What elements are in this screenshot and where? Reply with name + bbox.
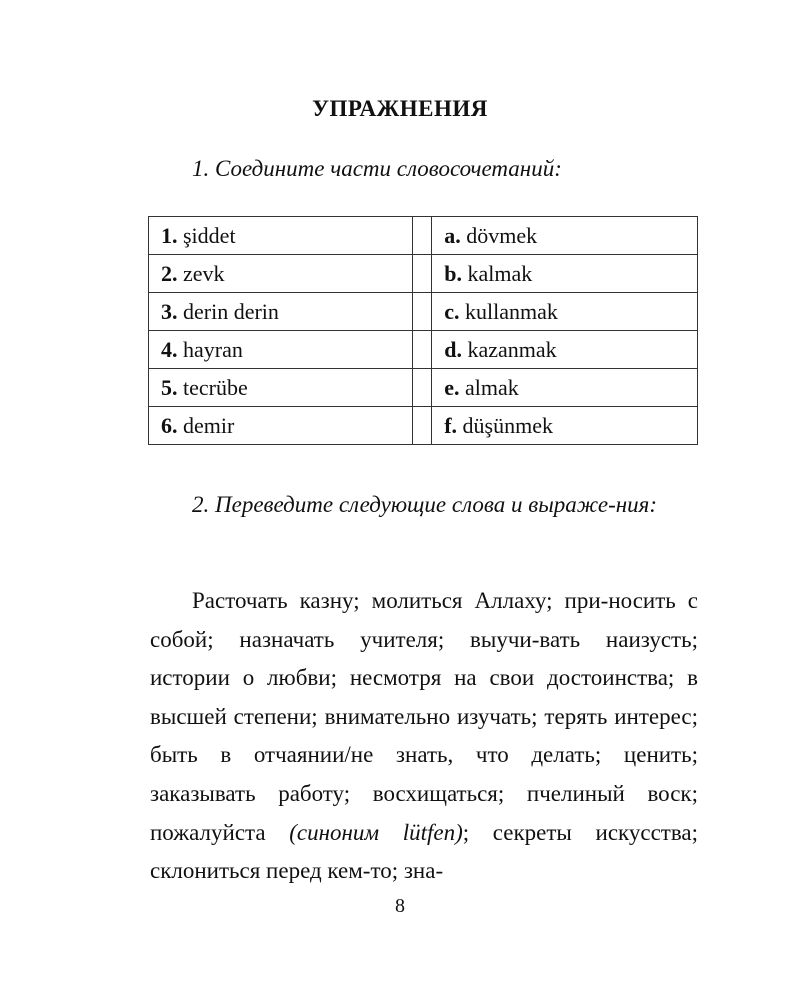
right-letter: a. [444,222,461,248]
right-word: dövmek [466,222,538,248]
right-letter: d. [444,336,462,362]
left-number: 2. [161,260,178,286]
right-cell [432,407,698,445]
right-cell [432,217,698,255]
right-word: kazanmak [467,336,557,362]
left-cell [149,407,413,445]
left-word: derin derin [183,298,279,324]
left-word: şiddet [183,222,236,248]
left-cell [149,255,413,293]
table-row [149,255,698,293]
right-letter: c. [444,298,460,324]
right-word: kalmak [467,260,533,286]
answer-cell [412,293,431,331]
left-number: 4. [161,336,178,362]
exercise-2-text-italic: (синоним lütfen) [289,819,463,845]
answer-cell [412,331,431,369]
answer-cell [412,255,431,293]
right-cell [432,293,698,331]
left-cell [149,217,413,255]
matching-table-body [149,217,698,445]
exercise-2-heading: 2. Переведите следующие слова и выраже-ния: [192,492,657,517]
table-row [149,407,698,445]
left-word: demir [183,412,235,438]
left-number: 3. [161,298,178,324]
left-cell [149,293,413,331]
exercise-2-text-part: ; секреты искусства; склониться перед кем-то; зна- [150,819,699,884]
left-word: zevk [183,260,225,286]
right-cell [432,369,698,407]
right-letter: e. [444,374,460,400]
right-cell [432,255,698,293]
left-word: tecrübe [183,374,248,400]
right-letter: f. [444,412,458,438]
table-row [149,217,698,255]
answer-cell [412,217,431,255]
table-row [149,293,698,331]
right-word: kullanmak [464,298,558,324]
page-title: УПРАЖНЕНИЯ [312,96,488,121]
left-word: hayran [183,336,243,362]
left-number: 6. [161,412,178,438]
matching-table [148,216,698,445]
left-number: 1. [161,222,178,248]
table-row [149,369,698,407]
left-number: 5. [161,374,178,400]
page-number: 8 [395,895,405,917]
answer-cell [412,369,431,407]
exercise-2-text [150,582,698,891]
left-cell [149,331,413,369]
right-word: almak [464,374,519,400]
answer-cell [412,407,431,445]
right-letter: b. [444,260,462,286]
exercise-2-text-part: Расточать казну; молиться Аллаху; при-носить с собой; назначать учителя; выучи-вать наизусть; истории о любви; несмотря на свои достоинства; в высшей степени; внимательно изучать; терять интерес; быть в отчаянии/не знать, что делать; ценить; заказывать работу; восхищаться; пчелиный воск; пожалуйста [150,588,698,845]
left-cell [149,369,413,407]
right-word: düşünmek [462,412,553,438]
exercise-1-heading: 1. Соедините части словосочетаний: [192,156,562,181]
right-cell [432,331,698,369]
table-row [149,331,698,369]
